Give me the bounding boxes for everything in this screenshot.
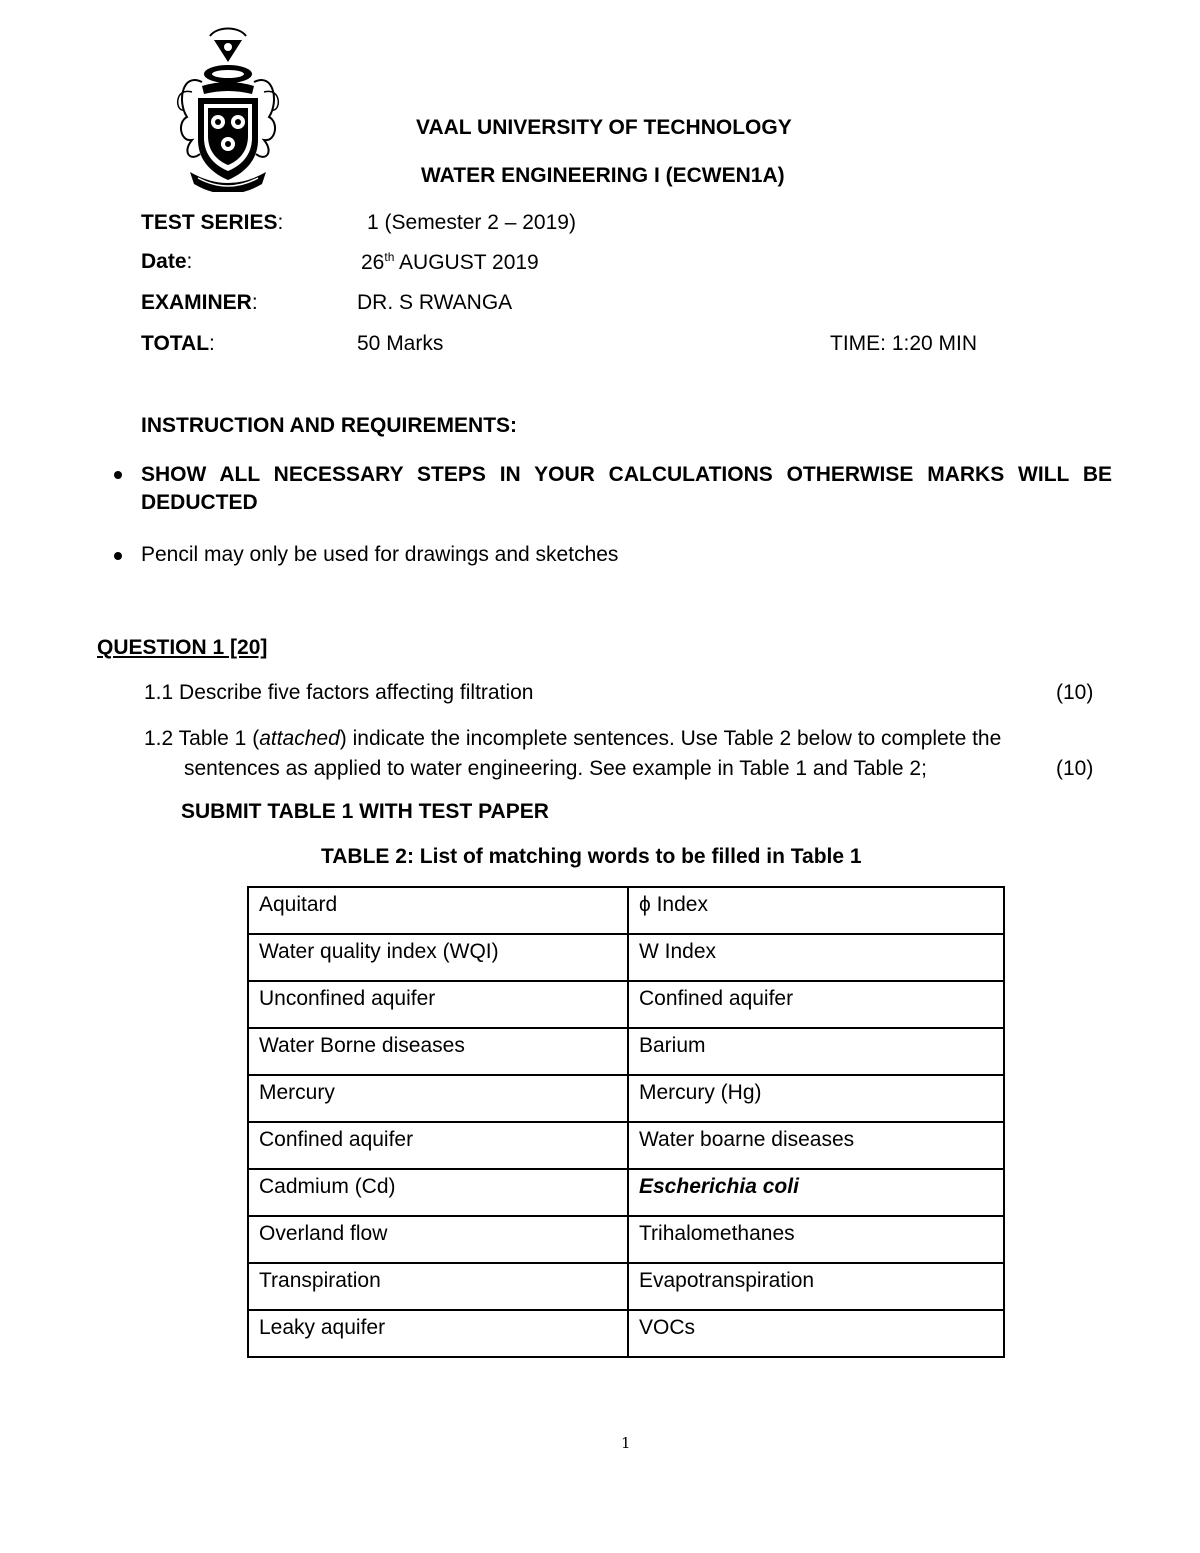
table-cell: VOCs <box>628 1310 1004 1357</box>
university-crest-icon <box>172 22 284 192</box>
page-number: 1 <box>621 1434 631 1452</box>
table-row <box>248 1263 1004 1310</box>
table-cell-species: Escherichia coli <box>628 1169 1004 1216</box>
table-row <box>248 1169 1004 1216</box>
instruction-bullet-2: Pencil may only be used for drawings and sketches <box>141 543 619 566</box>
question-1-1-marks: (10) <box>1056 681 1094 704</box>
table-cell: Mercury (Hg) <box>628 1075 1004 1122</box>
table-cell: Confined aquifer <box>248 1122 628 1169</box>
table-row <box>248 981 1004 1028</box>
table-row <box>248 1122 1004 1169</box>
total-row: TOTAL: <box>141 332 215 355</box>
table-cell: Overland flow <box>248 1216 628 1263</box>
question-1-heading: QUESTION 1 [20] <box>97 636 268 659</box>
table-cell: Leaky aquifer <box>248 1310 628 1357</box>
table-cell: Water quality index (WQI) <box>248 934 628 981</box>
table-row <box>248 934 1004 981</box>
test-series-label: TEST SERIES <box>141 211 278 234</box>
test-series-row: TEST SERIES: <box>141 211 284 234</box>
table-cell: Aquitard <box>248 887 628 934</box>
table-cell: Evapotranspiration <box>628 1263 1004 1310</box>
matching-words-table <box>247 886 1005 1358</box>
table-cell: Unconfined aquifer <box>248 981 628 1028</box>
examiner-value: DR. S RWANGA <box>357 291 513 314</box>
table-cell: W Index <box>628 934 1004 981</box>
table-cell: Transpiration <box>248 1263 628 1310</box>
question-1-1-text: 1.1 Describe five factors affecting filtration <box>144 681 534 704</box>
date-value: 26th AUGUST 2019 <box>361 250 539 274</box>
table-row <box>248 1310 1004 1357</box>
examiner-label: EXAMINER <box>141 291 252 314</box>
test-series-value: 1 (Semester 2 – 2019) <box>367 211 576 234</box>
question-1-2-marks: (10) <box>1056 757 1094 780</box>
time-value: TIME: 1:20 MIN <box>830 332 978 355</box>
total-value: 50 Marks <box>357 332 444 355</box>
university-name: VAAL UNIVERSITY OF TECHNOLOGY <box>416 116 792 139</box>
bullet-icon <box>114 552 122 560</box>
date-label: Date <box>141 250 187 273</box>
question-1-2-line2: sentences as applied to water engineering. See example in Table 1 and Table 2; <box>184 757 927 780</box>
table-cell: Confined aquifer <box>628 981 1004 1028</box>
table-cell: Cadmium (Cd) <box>248 1169 628 1216</box>
table-row <box>248 1028 1004 1075</box>
instruction-bullet-1-line2: DEDUCTED <box>141 491 258 514</box>
table-cell: Water boarne diseases <box>628 1122 1004 1169</box>
instruction-bullet-1-line1: SHOW ALL NECESSARY STEPS IN YOUR CALCULATIONS OTHERWISE MARKS WILL BE <box>141 463 1112 486</box>
table-cell: Barium <box>628 1028 1004 1075</box>
table-cell: Trihalomethanes <box>628 1216 1004 1263</box>
submit-note: SUBMIT TABLE 1 WITH TEST PAPER <box>181 800 549 823</box>
table-row <box>248 1216 1004 1263</box>
examiner-row: EXAMINER: <box>141 291 258 314</box>
date-row: Date: <box>141 250 193 273</box>
table-cell: Mercury <box>248 1075 628 1122</box>
question-1-2-line1: 1.2 Table 1 (attached) indicate the incomplete sentences. Use Table 2 below to complete the <box>144 727 1002 750</box>
table-2-title: TABLE 2: List of matching words to be filled in Table 1 <box>321 845 862 868</box>
bullet-icon <box>114 471 122 479</box>
table-cell: Water Borne diseases <box>248 1028 628 1075</box>
table-row <box>248 887 1004 934</box>
table-cell: ϕ Index <box>628 887 1004 934</box>
table-row <box>248 1075 1004 1122</box>
total-label: TOTAL <box>141 332 210 355</box>
instructions-heading: INSTRUCTION AND REQUIREMENTS: <box>141 414 518 437</box>
course-title: WATER ENGINEERING I (ECWEN1A) <box>421 164 785 187</box>
